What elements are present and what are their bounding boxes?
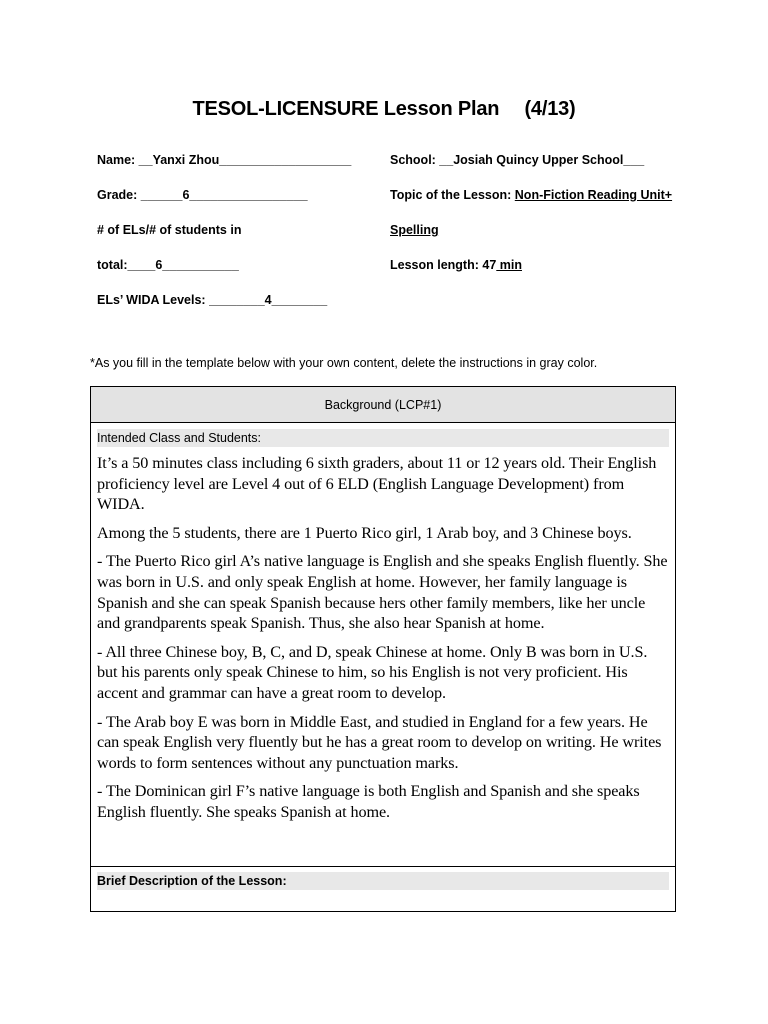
wida-levels-field: ELs’ WIDA Levels: ________4________	[97, 293, 328, 307]
background-table	[90, 386, 676, 912]
name-field: Name: __Yanxi Zhou___________________	[97, 153, 352, 167]
length-unit: min	[496, 258, 522, 272]
template-note: *As you fill in the template below with your own content, delete the instructions in gray color.	[90, 356, 598, 370]
paragraph-students-bcd: - All three Chinese boy, B, C, and D, speak Chinese at home. Only B was born in U.S. but his parents only speak Chinese to him, so his English is not very proficient. His accent and grammar can have a great room to develop.	[97, 642, 648, 702]
topic-value: Non-Fiction Reading Unit+	[514, 188, 673, 202]
brief-description-cell	[91, 867, 675, 890]
paragraph-student-e: - The Arab boy E was born in Middle East, and studied in England for a few years. He can speak English very fluently but he has a great room to develop on writing. He writes words to form sentences without any punctuation marks.	[97, 712, 662, 772]
length-label: Lesson length: 47	[390, 258, 497, 272]
intended-class-cell	[91, 423, 675, 867]
paragraph-class-overview: It’s a 50 minutes class including 6 sixth graders, about 11 or 12 years old. Their English proficiency level are Level 4 out of 6 ELD (English Language Development) from WIDA.	[97, 454, 657, 514]
total-field: total:____6___________	[97, 258, 239, 272]
intended-class-label: Intended Class and Students:	[97, 429, 669, 447]
paragraph-student-count: Among the 5 students, there are 1 Puerto Rico girl, 1 Arab boy, and 3 Chinese boys.	[97, 523, 632, 542]
paragraph-student-f: - The Dominican girl F’s native language is both English and Spanish and she speaks English fluently. She speaks Spanish at home.	[97, 782, 640, 821]
topic-label: Topic of the Lesson:	[390, 188, 515, 202]
topic-field	[390, 188, 672, 202]
els-label: # of ELs/# of students in	[97, 223, 242, 237]
page-title: TESOL-LICENSURE Lesson Plan (4/13)	[192, 98, 576, 120]
brief-description-label: Brief Description of the Lesson:	[97, 872, 669, 890]
grade-field: Grade: ______6_________________	[97, 188, 308, 202]
topic-value-continued: Spelling	[390, 223, 439, 237]
lesson-length-field	[390, 258, 522, 272]
school-field: School: __Josiah Quincy Upper School___	[390, 153, 645, 167]
table-heading: Background (LCP#1)	[91, 387, 675, 423]
paragraph-student-a: - The Puerto Rico girl A’s native language is English and she speaks English fluently. She was born in U.S. and only speak English at home. However, her family language is Spanish and she can speak Spanish because hers other family members, like her uncle and grandparents speak Spanish. Thus, she also hear Spanish at home.	[97, 552, 668, 633]
